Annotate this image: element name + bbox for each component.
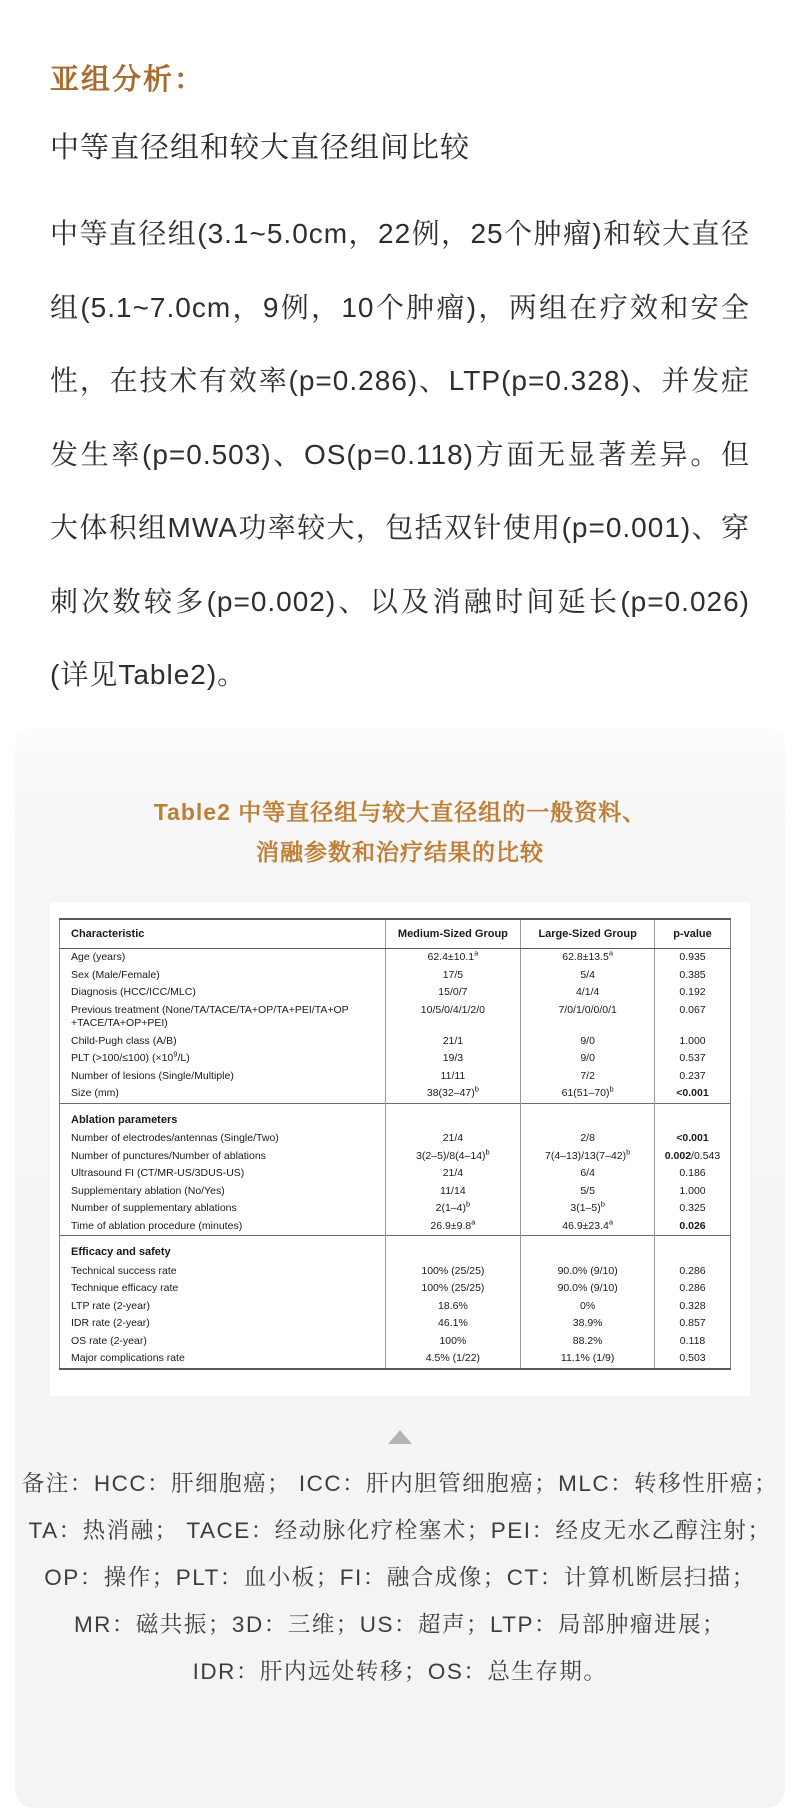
- table-cell: 46.1%: [385, 1315, 521, 1333]
- table-header-row: [60, 919, 731, 949]
- table-cell: 0.935: [655, 949, 731, 967]
- table-cell: IDR rate (2-year): [71, 1317, 150, 1329]
- column-header: Medium-Sized Group: [385, 919, 521, 949]
- table-row: [60, 1165, 731, 1183]
- body-paragraph: 中等直径组(3.1~5.0cm，22例，25个肿瘤)和较大直径组(5.1~7.0cm，9例，10个肿瘤)，两组在疗效和安全性，在技术有效率(p=0.286)、LTP(p=0.328)、并发症发生率(p=0.503)、OS(p=0.118)方面无显著差异。但大体积组MWA功率较大，包括双针使用(p=0.001)、穿刺次数较多(p=0.002)、以及消融时间延长(p=0.026)(详见Table2)。: [50, 218, 750, 690]
- table-cell: 21/4: [385, 1165, 521, 1183]
- table-row: [60, 1148, 731, 1166]
- table-cell: 11/11: [385, 1068, 521, 1086]
- table-cell: 100% (25/25): [385, 1263, 521, 1281]
- table-cell: 90.0% (9/10): [521, 1263, 655, 1281]
- table-row: [60, 1263, 731, 1281]
- table-cell: LTP rate (2-year): [71, 1299, 150, 1312]
- table-row: [60, 984, 731, 1002]
- column-header: Large-Sized Group: [521, 919, 655, 949]
- table-cell: 0.026: [655, 1218, 731, 1236]
- table-cell: 0.385: [655, 967, 731, 985]
- table-row: [60, 1130, 731, 1148]
- table-cell: Diagnosis (HCC/ICC/MLC): [71, 986, 196, 998]
- table-row: [60, 1002, 731, 1033]
- table-row: [60, 1298, 731, 1316]
- table-cell: 0.192: [655, 984, 731, 1002]
- table-row: [60, 1315, 731, 1333]
- table-cell: [655, 1236, 731, 1263]
- table-cell: 6/4: [521, 1165, 655, 1183]
- table-cell: 0.857: [655, 1315, 731, 1333]
- table-cell: 90.0% (9/10): [521, 1280, 655, 1298]
- table-cell: 9/0: [521, 1050, 655, 1068]
- table-cell: 26.9±9.8$^a$: [385, 1218, 521, 1236]
- table-cell: Size (mm): [71, 1087, 119, 1099]
- table-cell: Technical success rate: [71, 1264, 177, 1277]
- table-row: [60, 1333, 731, 1351]
- table-cell: 0.186: [655, 1165, 731, 1183]
- table-cell: 15/0/7: [385, 984, 521, 1002]
- table-cell: Ablation parameters: [60, 1103, 386, 1130]
- table-cell: [385, 1236, 521, 1263]
- footnote-line: MR：磁共振；3D：三维；US：超声；LTP：局部肿瘤进展；: [73, 1611, 727, 1637]
- table-cell: 5/5: [521, 1183, 655, 1201]
- table-caption-line2: 消融参数和治疗结果的比较: [256, 839, 544, 865]
- table-cell: 0.503: [655, 1350, 731, 1369]
- table-row: [60, 1350, 731, 1369]
- table-cell: 21/4: [385, 1130, 521, 1148]
- table-row: [60, 1200, 731, 1218]
- table-cell: $3(1-5)^b$: [521, 1200, 655, 1218]
- table-cell: 38.9%: [521, 1315, 655, 1333]
- table-cell: 9/0: [521, 1033, 655, 1051]
- footnote-line: 备注：HCC：肝细胞癌； ICC：肝内胆管细胞癌；MLC：转移性肝癌；: [21, 1470, 779, 1496]
- section-heading: 亚组分析：: [50, 64, 206, 96]
- table-cell: 0.118: [655, 1333, 731, 1351]
- table-cell: 7/0/1/0/0/0/1: [521, 1002, 655, 1033]
- table-cell: 0.286: [655, 1263, 731, 1281]
- table-cell: Time of ablation procedure (minutes): [71, 1219, 243, 1232]
- table-section-row: [60, 1236, 731, 1263]
- column-header: Characteristic: [60, 919, 386, 949]
- table-row: [60, 1033, 731, 1051]
- table-row: [60, 1218, 731, 1236]
- table-caption-line1: Table2 中等直径组与较大直径组的一般资料、: [153, 799, 647, 825]
- table-row: [60, 1183, 731, 1201]
- table-cell: 4.5% (1/22): [385, 1350, 521, 1369]
- table-cell: 0.328: [655, 1298, 731, 1316]
- footnote-line: IDR：肝内远处转移；OS：总生存期。: [192, 1658, 608, 1684]
- table-cell: Major complications rate: [71, 1352, 185, 1364]
- table-cell: 88.2%: [521, 1333, 655, 1351]
- table-cell: OS rate (2-year): [71, 1334, 147, 1347]
- table-cell: $3(2-5)/8(4-14)^b$: [385, 1148, 521, 1166]
- table-cell: 62.8±13.5$^a$: [521, 949, 655, 967]
- table-cell: 0.286: [655, 1280, 731, 1298]
- table-cell: 46.9±23.4$^a$: [521, 1218, 655, 1236]
- table-cell: [521, 1236, 655, 1263]
- table-cell: 21/1: [385, 1033, 521, 1051]
- table-cell: Ultrasound FI (CT/MR-US/3DUS-US): [71, 1167, 245, 1179]
- table-cell: 1.000: [655, 1183, 731, 1201]
- comparison-table: [59, 918, 731, 1370]
- footnote-line: OP：操作；PLT：血小板；FI：融合成像；CT：计算机断层扫描；: [44, 1564, 756, 1590]
- footnote: [15, 1460, 785, 1695]
- table-cell: 62.4±10.1$^a$: [385, 949, 521, 967]
- table-row: [60, 1068, 731, 1086]
- table-cell: 10/5/0/4/1/2/0: [385, 1002, 521, 1033]
- table-cell: $7(4-13)/13(7-42)^b$: [521, 1148, 655, 1166]
- section-subtitle: 中等直径组和较大直径组间比较: [50, 132, 471, 164]
- table-cell: Sex (Male/Female): [71, 968, 160, 981]
- table-cell: Number of lesions (Single/Multiple): [71, 1069, 234, 1082]
- table-caption: [15, 728, 785, 872]
- table-cell: Number of punctures/Number of ablations: [71, 1149, 266, 1162]
- column-header: p-value: [655, 919, 731, 949]
- table-cell: 0.237: [655, 1068, 731, 1086]
- table-row: [60, 1050, 731, 1068]
- table-cell: <0.001: [655, 1130, 731, 1148]
- table-cell: 5/4: [521, 967, 655, 985]
- table-cell: 0.537: [655, 1050, 731, 1068]
- table-cell: 11.1% (1/9): [521, 1350, 655, 1369]
- table-cell: 0.002/0.543: [655, 1148, 731, 1166]
- table-cell: PLT (>100/≤100) $(\times 10^9/L)$: [71, 1049, 190, 1064]
- table-row: [60, 1280, 731, 1298]
- table-cell: 19/3: [385, 1050, 521, 1068]
- table-cell: 1.000: [655, 1033, 731, 1051]
- table-cell: 100%: [385, 1333, 521, 1351]
- table-cell: Technique efficacy rate: [71, 1282, 179, 1294]
- table-cell: 2/8: [521, 1130, 655, 1148]
- table-row: [60, 967, 731, 985]
- text-section: [50, 57, 750, 712]
- table-cell: [521, 1103, 655, 1130]
- table-cell: Efficacy and safety: [60, 1236, 386, 1263]
- table-cell: Child-Pugh class (A/B): [71, 1034, 177, 1047]
- table-cell: 100% (25/25): [385, 1280, 521, 1298]
- collapse-arrow-icon[interactable]: [388, 1430, 412, 1444]
- table-row: [60, 949, 731, 967]
- table-card: [15, 728, 785, 1808]
- table-cell: Supplementary ablation (No/Yes): [71, 1184, 225, 1197]
- table-cell: Age (years): [71, 951, 126, 963]
- table-cell: 0.067: [655, 1002, 731, 1033]
- table-cell: 18.6%: [385, 1298, 521, 1316]
- table-cell: Previous treatment (None/TA/TACE/TA+OP/TA+PEI/TA+OP +TACE/TA+OP+PEI): [71, 1003, 349, 1029]
- table-cell: 7/2: [521, 1068, 655, 1086]
- footnote-line: TA：热消融； TACE：经动脉化疗栓塞术；PEI：经皮无水乙醇注射；: [28, 1517, 772, 1543]
- table-cell: [385, 1103, 521, 1130]
- table-cell: Number of electrodes/antennas (Single/Two): [71, 1132, 279, 1144]
- table-cell: [655, 1103, 731, 1130]
- table-container: [50, 902, 750, 1396]
- table-cell: $61(51-70)^b$: [521, 1085, 655, 1103]
- table-cell: Number of supplementary ablations: [71, 1202, 237, 1214]
- table-cell: $2(1-4)^b$: [385, 1200, 521, 1218]
- table-cell: $38(32-47)^b$: [385, 1085, 521, 1103]
- table-cell: 17/5: [385, 967, 521, 985]
- table-section-row: [60, 1103, 731, 1130]
- table-cell: <0.001: [655, 1085, 731, 1103]
- table-cell: 0%: [521, 1298, 655, 1316]
- table-cell: 0.325: [655, 1200, 731, 1218]
- table-cell: 4/1/4: [521, 984, 655, 1002]
- table-row: [60, 1085, 731, 1103]
- table-cell: 11/14: [385, 1183, 521, 1201]
